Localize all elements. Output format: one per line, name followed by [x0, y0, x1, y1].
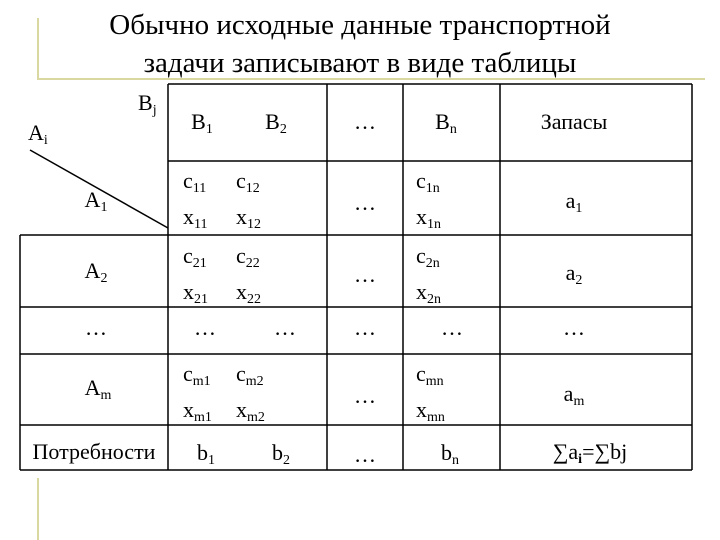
- row-2-cell-dots: [354, 264, 376, 286]
- row-3-label-text: …: [85, 315, 107, 340]
- corner-bj-label: [138, 92, 157, 118]
- row-1-cell-2-cost-sub: 12: [245, 181, 260, 196]
- demand-balance-sum-b: =∑bj: [582, 439, 628, 464]
- row-3-cell-2: [274, 317, 296, 339]
- demand-value-2-text: b: [272, 440, 283, 465]
- row-3-cell-dots: [354, 317, 376, 339]
- row-4-cell-dots: [354, 385, 376, 407]
- row-4-label-text: A: [84, 375, 101, 400]
- corner-ai-text: A: [28, 120, 44, 145]
- row-3-cell-2-text: …: [274, 315, 296, 340]
- row-3-cell-1: [194, 317, 216, 339]
- row-2-cell-1-qty-sub: 21: [194, 292, 208, 307]
- row-2-cell-2-cost: c: [236, 243, 246, 268]
- demand-value-n-text: b: [441, 440, 452, 465]
- row-4-supply: [564, 383, 585, 409]
- row-1-cell-2-qty: x: [236, 204, 247, 229]
- row-4-cell-n-cost-sub: mn: [425, 374, 444, 389]
- row-2-cell-1: [183, 242, 208, 314]
- row-3-label: [85, 317, 107, 339]
- row-2-cell-n-cost: c: [416, 243, 426, 268]
- row-1-label: [85, 189, 108, 215]
- row-3-cell-dots-text: …: [354, 315, 376, 340]
- row-4-cell-2-cost-sub: m2: [245, 374, 264, 389]
- row-1-cell-1-cost: c: [183, 168, 193, 193]
- row-4-label-sub: m: [100, 388, 112, 403]
- row-4-cell-1-qty-sub: m1: [194, 410, 212, 425]
- title-line-1: Обычно исходные данные транспортной: [109, 9, 611, 41]
- corner-ai-label: [28, 122, 48, 148]
- title-line-2: задачи записывают в виде таблицы: [143, 47, 577, 79]
- row-3-cell-1-text: …: [194, 315, 216, 340]
- corner-bj-text: B: [138, 90, 153, 115]
- corner-bj-sub: j: [152, 103, 157, 118]
- row-4-cell-2-qty-sub: m2: [247, 410, 265, 425]
- row-2-label: [85, 260, 108, 286]
- row-4-cell-1: [183, 360, 212, 432]
- row-4-cell-n-qty-sub: mn: [427, 410, 445, 425]
- row-1-supply-sub: 1: [575, 201, 583, 216]
- demand-value-2: [272, 442, 290, 468]
- header-col-dots-text: …: [354, 109, 376, 134]
- row-2-cell-dots-text: …: [354, 262, 376, 287]
- header-col-2-sub: 2: [279, 122, 287, 137]
- row-2-supply-text: a: [565, 260, 576, 285]
- demand-value-dots: [354, 444, 376, 466]
- demand-label: [33, 441, 156, 463]
- row-2-cell-2-qty: x: [236, 279, 247, 304]
- row-4-supply-sub: m: [573, 394, 585, 409]
- header-col-2-text: B: [265, 109, 280, 134]
- demand-label-text: Потребности: [32, 439, 156, 464]
- row-2-supply-sub: 2: [575, 273, 583, 288]
- header-col-1: [191, 111, 213, 137]
- row-1-cell-dots: [354, 192, 376, 214]
- row-4-cell-n-qty: x: [416, 397, 427, 422]
- row-2-cell-n-qty: x: [416, 279, 427, 304]
- row-4-cell-n: [416, 360, 445, 432]
- row-4-cell-1-cost: c: [183, 361, 193, 386]
- header-supply: [541, 111, 608, 133]
- row-3-cell-n: [441, 317, 463, 339]
- row-1-cell-dots-text: …: [354, 190, 376, 215]
- row-1-supply: [566, 190, 583, 216]
- header-col-1-sub: 1: [205, 122, 213, 137]
- row-2-cell-2: [236, 242, 261, 314]
- row-4-label: [85, 377, 112, 403]
- row-1-cell-n-qty-sub: 1n: [427, 217, 441, 232]
- row-1-cell-1-cost-sub: 11: [192, 181, 207, 196]
- row-1-label-text: A: [84, 187, 101, 212]
- demand-balance-sub-i: i: [578, 452, 583, 467]
- demand-value-1-text: b: [197, 440, 208, 465]
- demand-value-n-sub: n: [452, 453, 459, 468]
- header-col-n: [435, 111, 457, 137]
- row-3-supply-text: …: [563, 315, 585, 340]
- header-supply-text: Запасы: [540, 109, 608, 134]
- row-1-cell-1-qty: x: [183, 204, 194, 229]
- row-4-cell-1-cost-sub: m1: [192, 374, 211, 389]
- demand-value-1-sub: 1: [208, 453, 215, 468]
- header-col-n-sub: n: [449, 122, 457, 137]
- row-2-cell-1-cost-sub: 21: [192, 256, 207, 271]
- row-1-cell-n: [416, 167, 441, 239]
- row-1-cell-2-qty-sub: 12: [247, 217, 261, 232]
- demand-value-dots-text: …: [354, 442, 376, 467]
- row-2-supply: [566, 262, 583, 288]
- header-col-2: [265, 111, 287, 137]
- demand-balance: [553, 441, 628, 467]
- row-1-cell-1-qty-sub: 11: [194, 217, 208, 232]
- row-4-supply-text: a: [563, 381, 574, 406]
- row-4-cell-2-qty: x: [236, 397, 247, 422]
- row-1-cell-n-qty: x: [416, 204, 427, 229]
- header-col-1-text: B: [191, 109, 206, 134]
- row-1-cell-2-cost: c: [236, 168, 246, 193]
- row-4-cell-1-qty: x: [183, 397, 194, 422]
- row-2-label-text: A: [84, 258, 101, 283]
- row-2-cell-2-qty-sub: 22: [247, 292, 261, 307]
- row-2-cell-1-cost: c: [183, 243, 193, 268]
- row-4-cell-2: [236, 360, 265, 432]
- row-1-cell-2: [236, 167, 261, 239]
- header-col-n-text: B: [435, 109, 450, 134]
- row-2-cell-n: [416, 242, 441, 314]
- demand-value-2-sub: 2: [283, 453, 290, 468]
- row-1-cell-1: [183, 167, 207, 239]
- header-col-dots: [354, 111, 376, 133]
- row-4-cell-dots-text: …: [354, 383, 376, 408]
- row-3-supply: [563, 317, 585, 339]
- row-1-label-sub: 1: [100, 200, 108, 215]
- row-4-cell-2-cost: c: [236, 361, 246, 386]
- demand-value-n: [441, 442, 459, 468]
- demand-balance-sum-a: ∑a: [552, 439, 579, 464]
- row-2-cell-n-cost-sub: 2n: [425, 256, 440, 271]
- row-2-label-sub: 2: [100, 271, 108, 286]
- row-3-cell-n-text: …: [441, 315, 463, 340]
- row-1-supply-text: a: [565, 188, 576, 213]
- row-2-cell-n-qty-sub: 2n: [427, 292, 441, 307]
- row-2-cell-1-qty: x: [183, 279, 194, 304]
- row-2-cell-2-cost-sub: 22: [245, 256, 260, 271]
- demand-value-1: [197, 442, 215, 468]
- row-4-cell-n-cost: c: [416, 361, 426, 386]
- row-1-cell-n-cost-sub: 1n: [425, 181, 440, 196]
- row-1-cell-n-cost: c: [416, 168, 426, 193]
- corner-ai-sub: i: [43, 133, 48, 148]
